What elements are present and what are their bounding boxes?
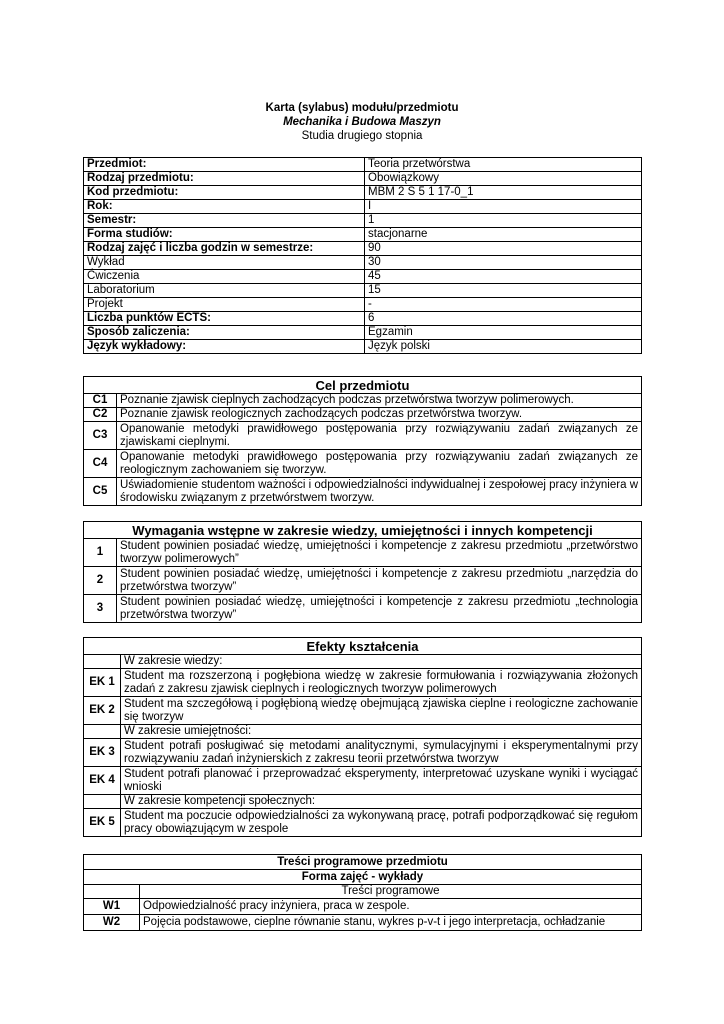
info-label: Forma studiów: xyxy=(84,228,365,242)
row-code: EK 3 xyxy=(84,739,121,767)
subsection-header: W zakresie kompetencji społecznych: xyxy=(121,795,642,809)
row-text: Uświadomienie studentom ważności i odpowiedzialności indywidualnej i zespołowej pracy inżyniera w środowisku związanym z przetwórstwem tworzyw. xyxy=(117,478,642,506)
row-code: C4 xyxy=(84,450,117,478)
table-row xyxy=(84,394,642,408)
info-row xyxy=(84,214,642,228)
table-row xyxy=(84,899,642,915)
document-title: Karta (sylabus) modułu/przedmiotu xyxy=(265,102,459,114)
info-value: MBM 2 S 5 1 17-0_1 xyxy=(365,186,642,200)
info-value: Teoria przetwórstwa xyxy=(365,158,642,172)
info-row xyxy=(84,312,642,326)
info-value: 30 xyxy=(365,256,642,270)
row-code: 1 xyxy=(84,539,117,567)
info-row xyxy=(84,228,642,242)
info-label: Kod przedmiotu: xyxy=(84,186,365,200)
info-value: 1 xyxy=(365,214,642,228)
row-code: EK 1 xyxy=(84,669,121,697)
table-row xyxy=(84,739,642,767)
efekty-table xyxy=(83,637,642,837)
info-label: Rodzaj zajęć i liczba godzin w semestrze: xyxy=(84,242,365,256)
row-text: Poznanie zjawisk reologicznych zachodzących podczas przetwórstwa tworzyw. xyxy=(117,408,642,422)
wymagania-table xyxy=(83,521,642,623)
row-code: C1 xyxy=(84,394,117,408)
row-code: C2 xyxy=(84,408,117,422)
row-text: Student potrafi posługiwać się metodami analitycznymi, symulacyjnymi i eksperymentalnymi przy rozwiązywaniu zadań inżynierskich z zakresu teorii przetwórstwa tworzyw xyxy=(121,739,642,767)
info-value: I xyxy=(365,200,642,214)
info-row xyxy=(84,256,642,270)
info-value: Obowiązkowy xyxy=(365,172,642,186)
row-text: Student ma poczucie odpowiedzialności za wykonywaną pracę, potrafi podporządkować się regułom pracy obowiązującym w zespole xyxy=(121,809,642,837)
info-row xyxy=(84,284,642,298)
info-value: 45 xyxy=(365,270,642,284)
table-row xyxy=(84,539,642,567)
row-code: C5 xyxy=(84,478,117,506)
info-value: stacjonarne xyxy=(365,228,642,242)
table-row xyxy=(84,450,642,478)
info-row xyxy=(84,298,642,312)
section-title: Wymagania wstępne w zakresie wiedzy, umiejętności i innych kompetencji xyxy=(84,522,642,539)
subsection-header: W zakresie wiedzy: xyxy=(121,655,642,669)
table-row xyxy=(84,567,642,595)
row-code: EK 2 xyxy=(84,697,121,725)
forma-zajec: Forma zajęć - wykłady xyxy=(84,870,642,885)
row-text: Opanowanie metodyki prawidłowego postępowania przy rozwiązywaniu zadań związanych ze reologicznym zachowaniem się tworzyw. xyxy=(117,450,642,478)
table-row xyxy=(84,478,642,506)
table-row xyxy=(84,408,642,422)
info-label: Ćwiczenia xyxy=(84,270,365,284)
row-text: Student ma szczegółową i pogłębioną wiedzę obejmującą zjawiska cieplne i reologiczne zachowanie się tworzyw xyxy=(121,697,642,725)
row-code: 3 xyxy=(84,595,117,623)
info-label: Rok: xyxy=(84,200,365,214)
row-text: Poznanie zjawisk cieplnych zachodzących podczas przetwórstwa tworzyw polimerowych. xyxy=(117,394,642,408)
table-row xyxy=(84,697,642,725)
row-code: 2 xyxy=(84,567,117,595)
info-label: Semestr: xyxy=(84,214,365,228)
section-title: Cel przedmiotu xyxy=(84,377,642,394)
course-info-table xyxy=(83,157,642,354)
info-value: - xyxy=(365,298,642,312)
row-text: Student ma rozszerzoną i pogłębiona wiedzę w zakresie formułowania i rozwiązywania złożonych zadań z zakresu zjawisk cieplnych i reologicznych tworzyw polimerowych xyxy=(121,669,642,697)
info-row xyxy=(84,172,642,186)
info-row xyxy=(84,186,642,200)
info-value: 6 xyxy=(365,312,642,326)
row-text: Odpowiedzialność pracy inżyniera, praca w zespole. xyxy=(140,899,642,915)
info-label: Sposób zaliczenia: xyxy=(84,326,365,340)
row-text: Student powinien posiadać wiedzę, umiejętności i kompetencje z zakresu przedmiotu „przetwórstwo tworzyw polimerowych” xyxy=(117,539,642,567)
row-text: Student potrafi planować i przeprowadzać eksperymenty, interpretować uzyskane wyniki i wyciągać wnioski xyxy=(121,767,642,795)
info-value: Egzamin xyxy=(365,326,642,340)
info-row xyxy=(84,326,642,340)
row-code: C3 xyxy=(84,422,117,450)
info-value: 90 xyxy=(365,242,642,256)
section-title: Treści programowe przedmiotu xyxy=(84,855,642,870)
info-row xyxy=(84,270,642,284)
row-text: Student powinien posiadać wiedzę, umiejętności i kompetencje z zakresu przedmiotu „narzędzia do przetwórstwa tworzyw” xyxy=(117,567,642,595)
table-row xyxy=(84,767,642,795)
row-code: W2 xyxy=(84,915,140,931)
info-label: Rodzaj przedmiotu: xyxy=(84,172,365,186)
info-label: Laboratorium xyxy=(84,284,365,298)
study-level: Studia drugiego stopnia xyxy=(301,130,423,142)
info-row xyxy=(84,340,642,354)
row-text: Pojęcia podstawowe, cieplne równanie stanu, wykres p-v-t i jego interpretacja, ochładzanie xyxy=(140,915,642,931)
table-row xyxy=(84,422,642,450)
info-row xyxy=(84,242,642,256)
row-code: EK 4 xyxy=(84,767,121,795)
info-label: Projekt xyxy=(84,298,365,312)
info-row xyxy=(84,200,642,214)
info-label: Wykład xyxy=(84,256,365,270)
info-row xyxy=(84,158,642,172)
table-row xyxy=(84,809,642,837)
table-row xyxy=(84,915,642,931)
section-title: Efekty kształcenia xyxy=(84,638,642,655)
info-value: Język polski xyxy=(365,340,642,354)
subsection-header: W zakresie umiejętności: xyxy=(121,725,642,739)
info-label: Język wykładowy: xyxy=(84,340,365,354)
info-label: Przedmiot: xyxy=(84,158,365,172)
table-row xyxy=(84,595,642,623)
row-text: Student powinien posiadać wiedzę, umiejętności i kompetencje z zakresu przedmiotu „technologia przetwórstwa tworzyw” xyxy=(117,595,642,623)
row-text: Opanowanie metodyki prawidłowego postępowania przy rozwiązywaniu zadań związanych ze zjawiskami cieplnymi. xyxy=(117,422,642,450)
tresci-table xyxy=(83,854,642,931)
table-row xyxy=(84,669,642,697)
cel-przedmiotu-table xyxy=(83,376,642,506)
info-label: Liczba punktów ECTS: xyxy=(84,312,365,326)
document-subtitle: Mechanika i Budowa Maszyn xyxy=(283,116,441,128)
document-header xyxy=(0,101,724,143)
column-header: Treści programowe xyxy=(140,885,642,899)
row-code: EK 5 xyxy=(84,809,121,837)
info-value: 15 xyxy=(365,284,642,298)
row-code: W1 xyxy=(84,899,140,915)
